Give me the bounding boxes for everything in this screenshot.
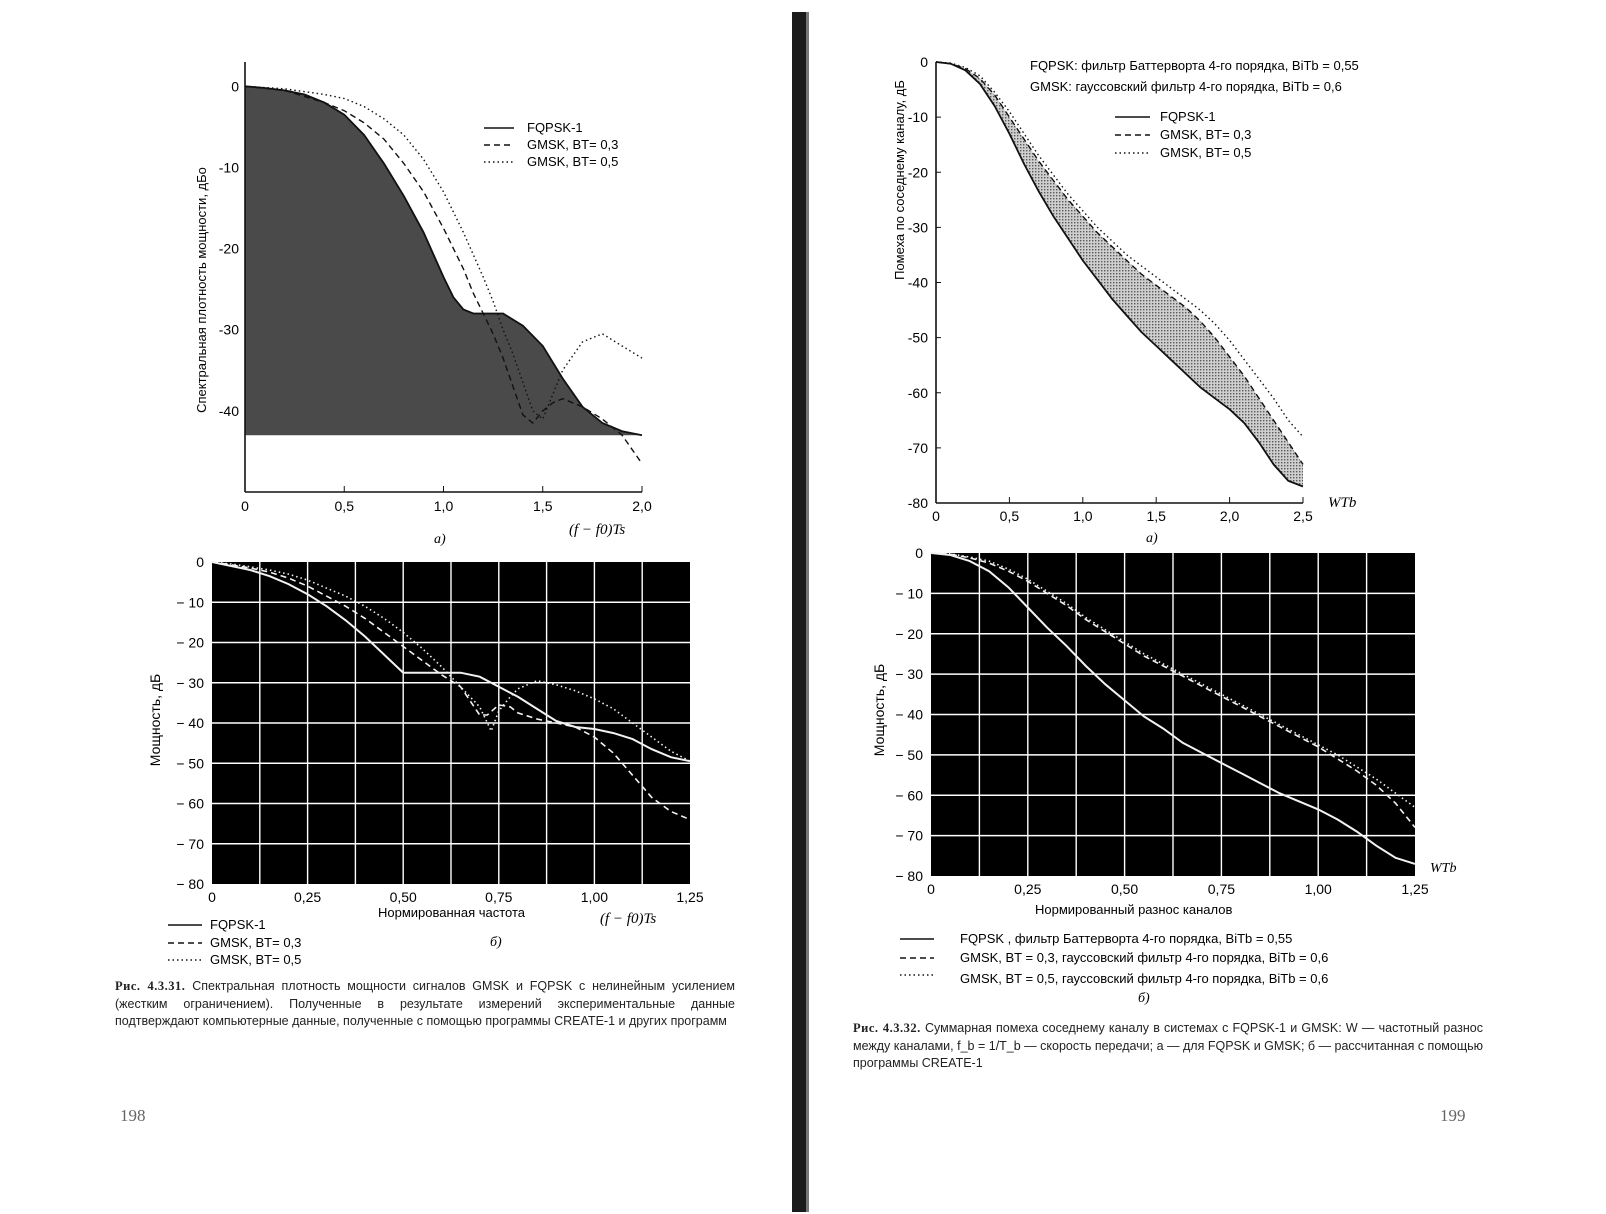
x-tick-label: 2,0 (1219, 508, 1240, 524)
y-tick-label: -40 (218, 402, 239, 419)
legend-item: GMSK, BT= 0,3 (1160, 127, 1252, 142)
legend-item: GMSK, BT = 0,5, гауссовский фильтр 4-го порядка, BiTb = 0,6 (960, 971, 1329, 986)
y-tick-label: -40 (907, 274, 928, 291)
y-tick-label: − 60 (895, 787, 923, 804)
y-tick-label: -50 (907, 329, 928, 346)
x-tick-label: 0,5 (334, 498, 354, 514)
legend-item: FQPSK-1 (527, 120, 583, 135)
x-axis-label: WTb (1328, 495, 1357, 511)
panel-label: а) (1146, 531, 1158, 546)
y-tick-label: − 80 (176, 876, 204, 892)
x-tick-label: 0,5 (999, 508, 1020, 524)
y-axis-label: Помеха по соседнему каналу, дБ (892, 80, 907, 280)
x-tick-label: 0,25 (1014, 881, 1042, 897)
x-axis-math-label: (f − f0)Ts (600, 911, 657, 927)
x-tick-label: 0 (927, 881, 935, 897)
x-tick-label: 0,25 (293, 889, 322, 905)
x-tick-label: 0 (241, 498, 249, 514)
y-tick-label: -10 (218, 159, 239, 176)
x-tick-label: 1,5 (1146, 508, 1166, 524)
y-axis-label: Мощность, дБ (147, 673, 163, 767)
chart-4-3-31-b (0, 0, 790, 1000)
annotation-fqpsk: FQPSK: фильтр Баттерворта 4-го порядка, BiTb = 0,55 (1030, 58, 1359, 73)
annotation-gmsk: GMSK: гауссовский фильтр 4-го порядка, BiTb = 0,6 (1030, 79, 1342, 94)
figure-caption-4-3-32 (853, 1020, 1483, 1073)
page-number: 199 (1440, 1106, 1466, 1125)
caption-label: Рис. 4.3.32. (853, 1021, 921, 1035)
legend-item: FQPSK-1 (1160, 109, 1216, 124)
caption-text: Суммарная помеха соседнему каналу в системах с FQPSK-1 и GMSK: W — частотный разнос между каналами, f_b = 1/T_b — скорость передачи; а — для FQPSK и GMSK; б — рассчитанная с помощью программы CREATE-1 (853, 1021, 1483, 1070)
legend-item: FQPSK , фильтр Баттерворта 4-го порядка, BiTb = 0,55 (960, 931, 1293, 946)
y-axis-label: Мощность, дБ (871, 663, 887, 757)
x-tick-label: 1,25 (676, 889, 704, 905)
page-number: 198 (120, 1106, 146, 1125)
panel-label: б) (490, 935, 502, 950)
x-tick-label: 1,00 (580, 889, 609, 905)
x-axis-label: (f − f0)Ts (569, 522, 626, 538)
x-tick-label: 0,75 (1207, 881, 1236, 897)
y-tick-label: -60 (907, 384, 928, 401)
y-tick-label: -30 (218, 321, 239, 338)
y-tick-label: -20 (218, 240, 239, 257)
y-tick-label: − 20 (895, 625, 923, 642)
y-tick-label: − 80 (895, 868, 923, 884)
book-spine (792, 12, 806, 1212)
x-tick-label: 0,50 (389, 889, 417, 905)
legend-item: GMSK, BT= 0,5 (1160, 145, 1252, 160)
panel-label: б) (1138, 991, 1150, 1006)
y-tick-label: -20 (907, 164, 928, 181)
book-spine-edge (806, 12, 809, 1212)
x-axis-label: Нормированный разнос каналов (1035, 902, 1233, 917)
legend-item: GMSK, BT= 0,5 (210, 952, 302, 967)
y-tick-label: 0 (915, 545, 923, 561)
legend (900, 931, 1328, 986)
y-tick-label: 0 (231, 78, 239, 95)
caption-label: Рис. 4.3.31. (115, 979, 186, 993)
y-tick-label: 0 (196, 554, 204, 570)
legend-item: GMSK, BT = 0,3, гауссовский фильтр 4-го порядка, BiTb = 0,6 (960, 950, 1329, 965)
x-axis-label: Нормированная частота (378, 905, 526, 920)
y-axis-label: Спектральная плотность мощности, дБо (194, 167, 209, 413)
x-tick-label: 1,0 (433, 498, 454, 514)
x-tick-label: 0 (932, 508, 940, 524)
y-tick-label: -30 (907, 219, 928, 236)
x-tick-label: 1,5 (533, 498, 553, 514)
panel-label: а) (434, 532, 446, 547)
y-tick-label: − 40 (176, 715, 204, 731)
y-tick-label: − 10 (176, 594, 204, 611)
page-right (810, 0, 1606, 1214)
caption-text: Спектральная плотность мощности сигналов GMSK и FQPSK с нелинейным усилением (жестким ограничением). Полученные в результате измерений экспериментальные данные подтверждают компьютерные данные, полученные с помощью программы CREATE-1 и других программ (115, 979, 736, 1028)
y-tick-label: − 40 (895, 706, 923, 723)
y-tick-label: − 70 (176, 835, 204, 852)
x-tick-label: 0,75 (485, 889, 513, 905)
y-tick-label: -70 (907, 439, 928, 456)
legend (168, 917, 301, 967)
y-tick-label: − 10 (895, 585, 923, 602)
x-tick-label: 1,25 (1401, 881, 1429, 897)
y-tick-label: -80 (907, 495, 928, 511)
y-tick-label: − 50 (895, 746, 923, 763)
legend-item: FQPSK-1 (210, 917, 266, 932)
legend-item: GMSK, BT= 0,5 (527, 154, 619, 169)
x-tick-label: 1,00 (1304, 881, 1332, 897)
x-axis-math-label: WTb (1430, 861, 1457, 876)
x-tick-label: 1,0 (1073, 508, 1093, 524)
x-tick-label: 0 (208, 889, 216, 905)
y-tick-label: − 50 (176, 755, 204, 772)
y-tick-label: − 30 (895, 666, 923, 683)
chart-4-3-32-b (810, 0, 1606, 1010)
y-tick-label: 0 (920, 54, 928, 70)
y-tick-label: − 20 (176, 634, 204, 651)
y-tick-label: − 30 (176, 674, 204, 691)
y-tick-label: -10 (907, 109, 928, 126)
y-tick-label: − 70 (895, 827, 923, 844)
page-left (0, 0, 790, 1214)
legend-item: GMSK, BT= 0,3 (527, 137, 619, 152)
x-tick-label: 0,50 (1110, 881, 1139, 897)
legend-item: GMSK, BT= 0,3 (210, 935, 302, 950)
x-tick-label: 2,0 (632, 498, 652, 514)
y-tick-label: − 60 (176, 795, 204, 812)
figure-caption-4-3-31 (115, 978, 735, 1031)
x-tick-label: 2,5 (1293, 508, 1313, 524)
